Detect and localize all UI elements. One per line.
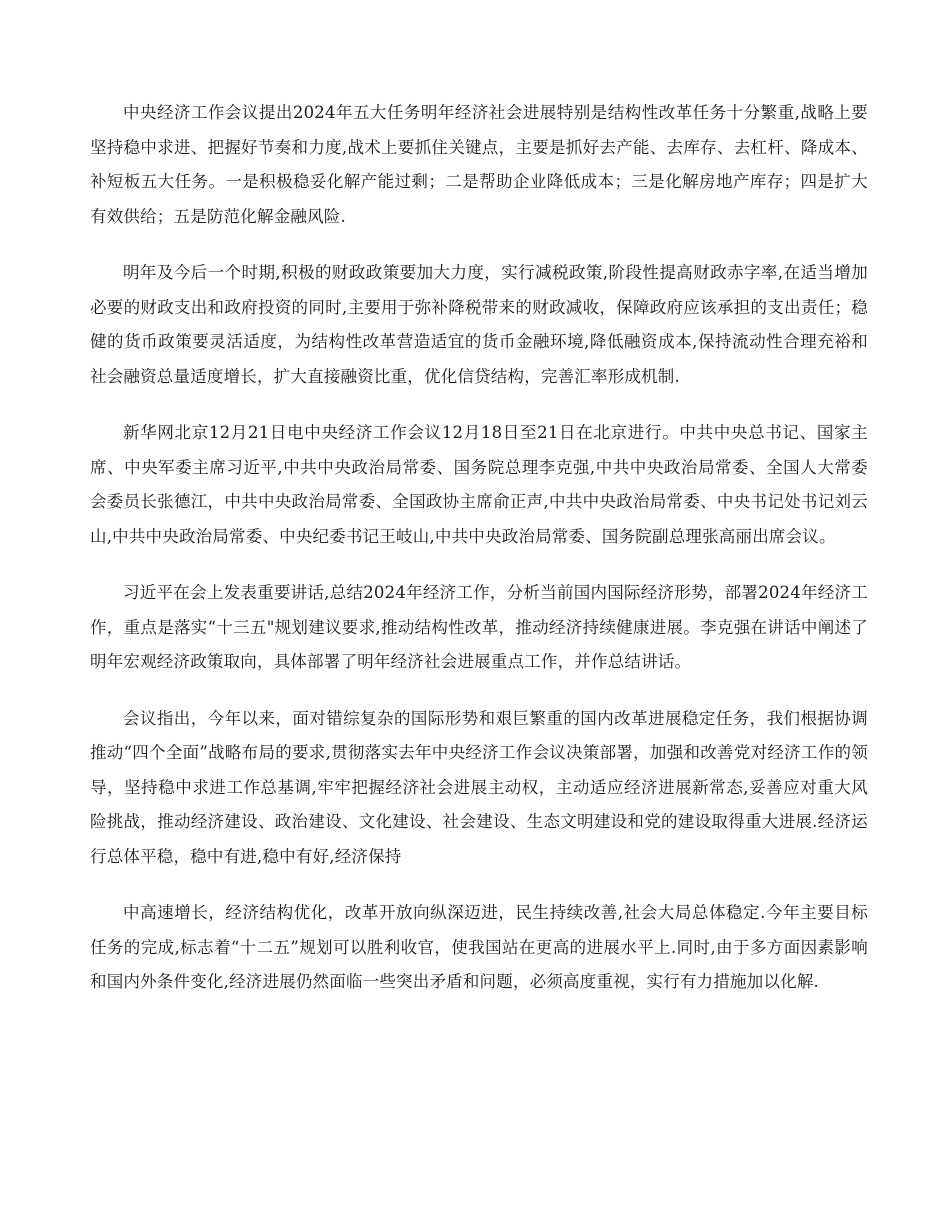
paragraph-fiscal-policy: 明年及今后一个时期,积极的财政政策要加大力度，实行减税政策,阶段性提高财政赤字率,在适当增加必要的财政支出和政府投资的同时,主要用于弥补降税带来的财政减收，保障政府应该承担的支出责任；稳健的货币政策要灵活适度，为结构性改革营造适宜的货币金融环境,降低融资成本,保持流动性合理充裕和社会融资总量适度增长，扩大直接融资比重，优化信贷结构，完善汇率形成机制. bbox=[90, 263, 868, 386]
paragraph-growth: 中高速增长，经济结构优化，改革开放向纵深迈进，民生持续改善,社会大局总体稳定.今年主要目标任务的完成,标志着“十二五”规划可以胜利收官，使我国站在更高的进展水平上.同时,由于多方面因素影响和国内外条件变化,经济进展仍然面临一些突出矛盾和问题，必须高度重视，实行有力措施加以化解. bbox=[90, 903, 868, 991]
paragraph-tasks: 中央经济工作会议提出2024年五大任务明年经济社会进展特别是结构性改革任务十分繁重,战略上要坚持稳中求进、把握好节奏和力度,战术上要抓住关键点，主要是抓好去产能、去库存、去杠杆、降成本、补短板五大任务。一是积极稳妥化解产能过剩；二是帮助企业降低成本；三是化解房地产库存；四是扩大有效供给；五是防范化解金融风险. bbox=[90, 103, 868, 226]
paragraph-meeting-points: 会议指出，今年以来，面对错综复杂的国际形势和艰巨繁重的国内改革进展稳定任务，我们根据协调推动“四个全面”战略布局的要求,贯彻落实去年中央经济工作会议决策部署，加强和改善党对经济工作的领导，坚持稳中求进工作总基调,牢牢把握经济社会进展主动权，主动适应经济进展新常态,妥善应对重大风险挑战，推动经济建设、政治建设、文化建设、社会建设、生态文明建设和党的建设取得重大进展.经济运行总体平稳，稳中有进,稳中有好,经济保持 bbox=[90, 708, 868, 866]
paragraph-speech: 习近平在会上发表重要讲话,总结2024年经济工作，分析当前国内国际经济形势，部署2024年经济工作，重点是落实“十三五"规划建议要求,推动结构性改革，推动经济持续健康进展。李克强在讲话中阐述了明年宏观经济政策取向，具体部署了明年经济社会进展重点工作，并作总结讲话。 bbox=[90, 583, 868, 671]
paragraph-news-report: 新华网北京12月21日电中央经济工作会议12月18日至21日在北京进行。中共中央总书记、国家主席、中央军委主席习近平,中共中央政治局常委、国务院总理李克强,中共中央政治局常委、全国人大常委会委员长张德江，中共中央政治局常委、全国政协主席俞正声,中共中央政治局常委、中央书记处书记刘云山,中共中央政治局常委、中央纪委书记王岐山,中共中央政治局常委、国务院副总理张高丽出席会议。 bbox=[90, 423, 868, 546]
